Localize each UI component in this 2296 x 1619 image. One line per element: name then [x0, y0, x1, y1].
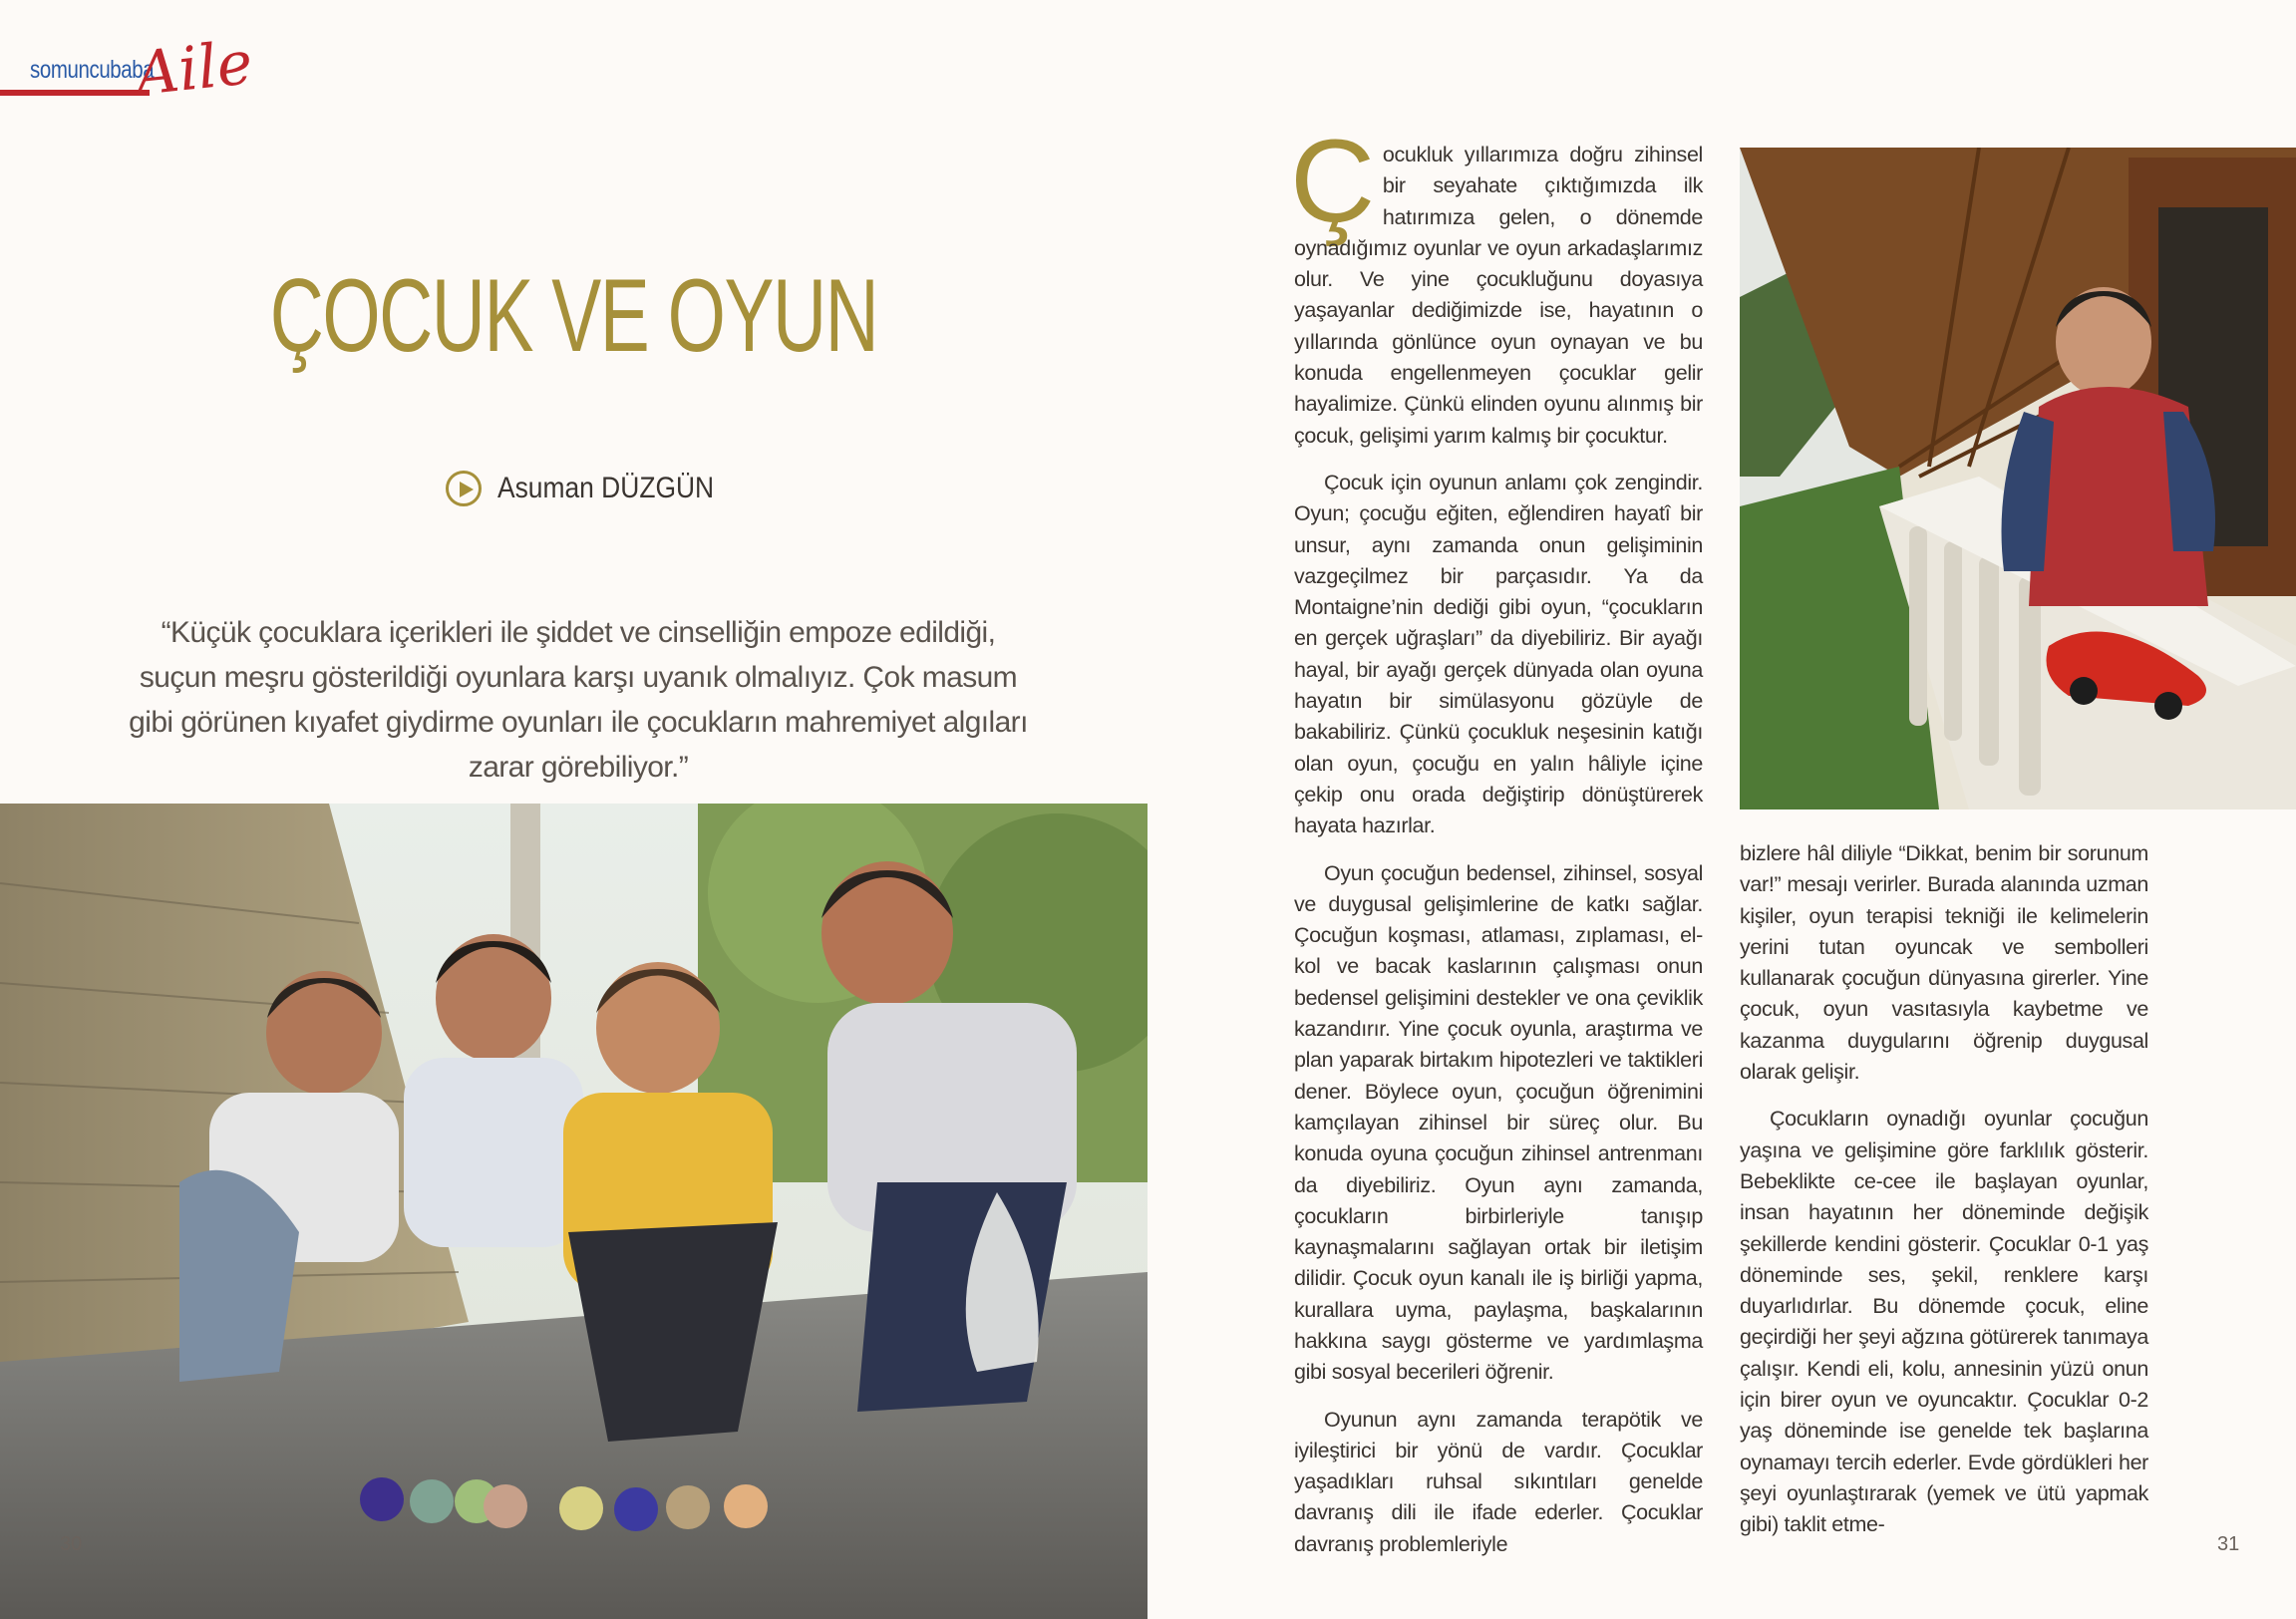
brand-rule [0, 90, 150, 96]
paragraph-2: Çocuk için oyunun anlamı çok zengindir. Oyun; çocuğu eğiten, eğlendiren hayatî bir unsur, aynı zamanda onun gelişiminin vazgeçilmez bir parçasıdır. Ya da Montaigne’nin dediği gibi oyun, “çocukların en gerçek uğraşları” da diyebiliriz. Bir ayağı hayal, bir ayağı gerçek dünyada olan oyuna hayatın bir simülasyonu gözüyle de bakabiliriz. Çünkü çocukluk neşesinin katığı olan oyun, çocuğu en yalın hâliyle içine çekip onu orada değiştirip dönüştürerek hayata hazırlar. [1294, 470, 1703, 838]
brand-small: somuncubaba [30, 56, 155, 84]
paragraph-6: Çocukların oynadığı oyunlar çocuğun yaşına ve gelişimine göre farklılık gösterir. Bebeklikte ce-cee ile başlayan oyunlar, insan hayatının her döneminde değişik şekillerde kendini gösterir. Çocuklar 0-1 yaş döneminde ses, şekil, renklere karşı duyarlıdırlar. Bu dönemde çocuk, eline geçirdiği her şeyi ağzına götürerek tanımaya çalışır. Kendi eli, kolu, annesinin yüzü onun için birer oyun ve oyuncaktır. Çocuklar 0-2 yaş döneminde ise genelde tek başlarına oynamayı tercih ederler. Evde gördükleri her şeyi oyunlaştırarak (yemek ve ütü yapmak gibi) taklit etme- [1740, 1107, 2148, 1537]
brand-logo [0, 28, 259, 110]
paragraph-3: Oyun çocuğun bedensel, zihinsel, sosyal ve duygusal gelişimlerine de katkı sağlar. Çocuğun koşması, atlaması, zıplaması, el-kol ve bacak kaslarının çalışması onun bedensel gelişimini destekler ve ona çeviklik kazandırır. Yine çocuk oyunla, araştırma ve plan yaparak birtakım hipotezleri ve taktikleri dener. Böylece oyun, çocuğun öğrenimini kamçılayan zihinsel bir süreç olur. Bu konuda oyuna çocuğun zihinsel antrenmanı da diyebiliriz. Oyun aynı zamanda, çocukların birbirleriyle tanışıp kaynaşmalarını sağlayan ortak bir iletişim dilidir. Çocuk oyun kanalı ile iş birliği yapma, kurallara uyma, paylaşma, başkalarının hakkına saygı gösterme ve yardımlaşma gibi sosyal becerileri öğrenir. [1294, 860, 1703, 1385]
pull-quote: “Küçük çocuklara içerikleri ile şiddet ve cinselliğin empoze edildiği, suçun meşru gösterildiği oyunlara karşı uyanık olmalıyız. Çok masum gibi görünen kıyafet giydirme oyunları ile çocukların mahremiyet algıları zarar görebiliyor.” [129, 616, 1028, 784]
paragraph-4: Oyunun aynı zamanda terapötik ve iyileştirici bir yönü de vardır. Çocuklar yaşadıkları ruhsal sıkıntıları genelde davranış dili ile ifade ederler. Çocuklar davranış problemleriyle [1294, 1407, 1703, 1556]
page-number-left: 30 [60, 1533, 83, 1555]
text-column-1 [1290, 116, 1703, 1576]
paragraph-1 [1290, 116, 1703, 452]
photo-boy-toy-car [1740, 148, 2296, 810]
paragraph-5: bizlere hâl diliyle “Dikkat, benim bir sorunum var!” mesajı verirler. Burada alanında uzman kişiler, oyun terapisi tekniği ile kelimelerin yerini tutan oyuncak ve sembolleri kullanarak çocuğun dünyasına girerler. Yine çocuk, oyun vasıtasıyla kaybetme ve kazanma duygularını öğrenip duygusal olarak gelişir. [1740, 841, 2148, 1085]
drop-cap: Ç [1290, 116, 1375, 247]
paragraph-1-text: ocukluk yıllarımıza doğru zihinsel bir seyahate çıktığımızda ilk hatırımıza gelen, o dönemde oynadığımız oyunlar ve oyun arkadaşlarımız olur. Ve yine çocukluğunu doyasıya yaşayanlar dediğimizde ise, hayatının o yıllarında gönlünce oyun oynayan ve bu konuda engellenmeyen çocuklar gelir hayalimize. Çünkü elinden oyunu alınmış bir çocuk, gelişimi yarım kalmış bir çocuktur. [1294, 143, 1703, 448]
boy-toy-car-illustration [1740, 148, 2296, 810]
children-marbles-illustration [0, 804, 1148, 1619]
author-name: Asuman DÜZGÜN [497, 472, 715, 504]
text-column-2 [1740, 838, 2148, 1557]
page-number-right: 31 [2217, 1533, 2240, 1555]
photo-children-marbles [0, 804, 1148, 1619]
author-line [446, 471, 744, 506]
brand-big: Aile [132, 28, 256, 110]
article-title: ÇOCUK VE OYUN [269, 258, 878, 374]
play-icon [446, 471, 482, 506]
